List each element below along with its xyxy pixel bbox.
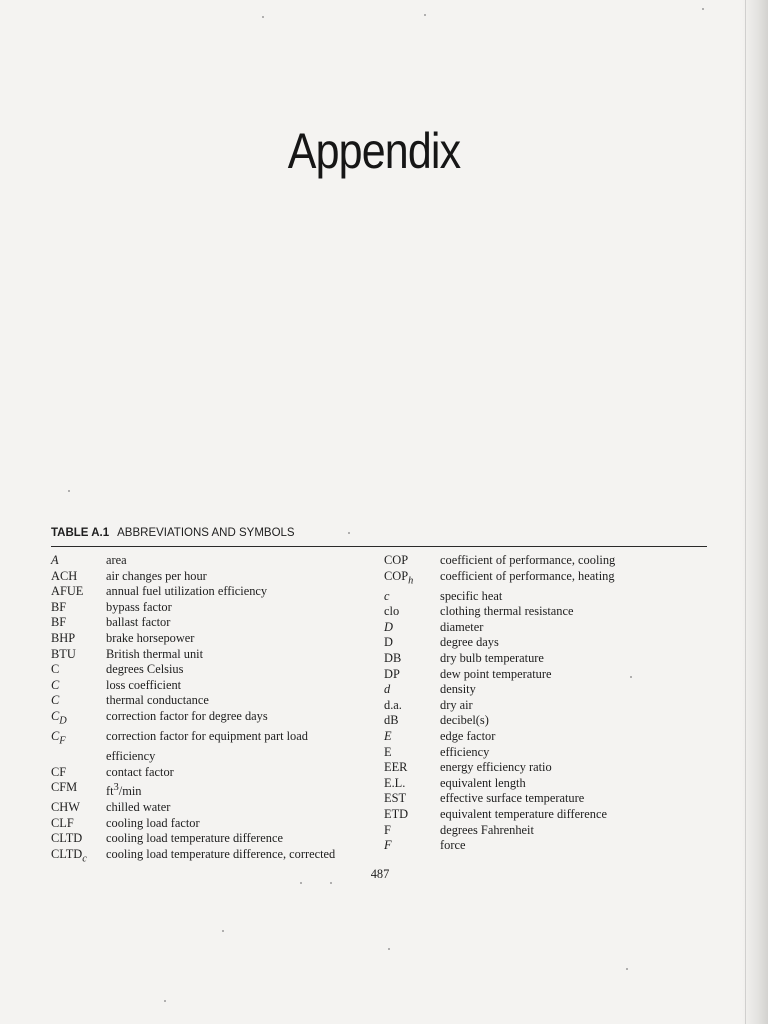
row-symbol (51, 729, 106, 749)
row-definition: chilled water (106, 799, 171, 814)
definition-unit-rest: /min (118, 784, 142, 799)
table-row (51, 600, 381, 616)
scan-speck (300, 882, 302, 884)
row-symbol: CHW (51, 799, 80, 814)
row-symbol: BHP (51, 630, 76, 645)
table-row (384, 760, 706, 776)
row-definition: thermal conductance (106, 693, 209, 708)
table-row (51, 709, 381, 729)
table-row (384, 698, 706, 714)
row-definition: annual fuel utilization efficiency (106, 584, 268, 599)
symbol-base: C (51, 708, 60, 723)
table-caption-title: ABBREVIATIONS AND SYMBOLS (117, 527, 295, 539)
row-symbol: EST (384, 791, 407, 806)
row-definition: ballast factor (106, 615, 171, 630)
row-symbol (51, 709, 106, 729)
row-definition: degrees Fahrenheit (440, 822, 534, 837)
row-definition: energy efficiency ratio (440, 760, 552, 775)
row-definition: correction factor for equipment part load (106, 729, 308, 743)
table-row (51, 662, 381, 678)
row-symbol: CLTD (51, 831, 83, 846)
table-row (384, 604, 706, 620)
symbol-base: CLTD (51, 846, 83, 861)
row-definition: loss coefficient (106, 677, 182, 692)
table-row (51, 780, 381, 800)
table-caption-number: TABLE A.1 (51, 527, 110, 539)
row-symbol: E.L. (384, 775, 406, 790)
row-symbol: ACH (51, 568, 78, 583)
table-row (51, 693, 381, 709)
scan-speck (702, 8, 704, 10)
scan-speck (262, 16, 264, 18)
row-symbol: BF (51, 599, 67, 614)
table-row (384, 729, 706, 745)
row-symbol: clo (384, 604, 400, 619)
table-row (384, 745, 706, 761)
row-symbol: F (384, 838, 392, 853)
table-row (384, 635, 706, 651)
row-definition: equivalent temperature difference (440, 806, 607, 821)
row-definition: degree days (440, 635, 499, 650)
row-symbol: CF (51, 764, 67, 779)
row-definition: density (440, 682, 476, 697)
table-caption (51, 527, 295, 539)
row-definition: diameter (440, 619, 484, 634)
row-definition: coefficient of performance, cooling (440, 553, 616, 567)
scan-speck (68, 490, 70, 492)
table-row (384, 838, 706, 854)
symbol-subscript: h (408, 575, 414, 587)
row-symbol: d (384, 682, 391, 697)
row-definition: effective surface temperature (440, 791, 585, 806)
symbol-base: C (51, 729, 60, 743)
scan-speck (388, 948, 390, 950)
row-definition: dew point temperature (440, 666, 552, 681)
table-row (51, 800, 381, 816)
row-definition: area (106, 553, 127, 567)
row-definition: bypass factor (106, 599, 172, 614)
row-symbol: dB (384, 713, 399, 728)
row-definition: force (440, 838, 466, 853)
row-definition (106, 780, 381, 800)
definition-superscript: 3 (113, 782, 119, 794)
row-symbol: ETD (384, 806, 409, 821)
table-row (384, 620, 706, 636)
row-symbol (51, 847, 106, 867)
table-row (384, 713, 706, 729)
row-symbol (384, 569, 440, 589)
table-row (384, 682, 706, 698)
table-row (384, 776, 706, 792)
row-definition: brake horsepower (106, 630, 195, 645)
row-definition: dry air (440, 697, 473, 712)
table-row (384, 823, 706, 839)
row-symbol: DP (384, 666, 400, 681)
row-symbol: D (384, 635, 393, 650)
symbol-base: COP (384, 568, 409, 583)
row-definition: degrees Celsius (106, 662, 184, 677)
table-row (51, 553, 381, 569)
row-definition: efficiency (440, 744, 490, 759)
table-row (51, 729, 381, 749)
table-row (384, 569, 706, 589)
row-definition: decibel(s) (440, 713, 489, 728)
row-symbol: C (51, 677, 60, 692)
table-row (51, 816, 381, 832)
page-number: 487 (370, 867, 390, 881)
row-definition: efficiency (106, 749, 156, 764)
row-definition: clothing thermal resistance (440, 604, 574, 619)
table-row (51, 847, 381, 867)
table-row (51, 631, 381, 647)
table-row (384, 667, 706, 683)
table-row (384, 791, 706, 807)
row-definition: air changes per hour (106, 568, 207, 583)
table-top-rule (51, 546, 707, 547)
table-row (51, 765, 381, 781)
row-symbol: d.a. (384, 697, 402, 712)
table-row (51, 584, 381, 600)
row-definition: correction factor for degree days (106, 708, 268, 723)
table-row (51, 831, 381, 847)
table-row (51, 647, 381, 663)
scan-speck (222, 930, 224, 932)
table-row (384, 807, 706, 823)
table-row (384, 651, 706, 667)
row-symbol: CLF (51, 815, 74, 830)
row-symbol: COP (384, 553, 409, 567)
scan-speck (630, 676, 632, 678)
row-definition: contact factor (106, 764, 174, 779)
scan-speck (348, 532, 350, 534)
row-definition: edge factor (440, 729, 496, 743)
row-definition: specific heat (440, 588, 503, 603)
scan-speck (626, 968, 628, 970)
row-symbol: C (51, 662, 60, 677)
row-symbol: AFUE (51, 584, 84, 599)
symbol-subscript: D (59, 715, 67, 727)
scan-speck (330, 882, 332, 884)
chapter-title: Appendix (287, 123, 461, 179)
row-definition: dry bulb temperature (440, 651, 544, 666)
row-symbol: BF (51, 615, 67, 630)
symbol-subscript: c (82, 853, 87, 865)
row-symbol: A (51, 553, 59, 567)
row-symbol: E (384, 729, 392, 743)
row-definition: equivalent length (440, 775, 526, 790)
scan-speck (424, 14, 426, 16)
row-symbol: EER (384, 760, 408, 775)
row-symbol: C (51, 693, 60, 708)
row-definition: cooling load temperature difference, corrected (106, 846, 336, 861)
abbreviations-left-column (51, 553, 381, 867)
table-row (51, 678, 381, 694)
row-symbol: DB (384, 651, 402, 666)
row-symbol (51, 749, 106, 765)
table-row (51, 749, 381, 765)
row-symbol: E (384, 744, 392, 759)
row-symbol: CFM (51, 780, 78, 795)
scan-speck (164, 1000, 166, 1002)
row-symbol: c (384, 588, 390, 603)
table-row (51, 569, 381, 585)
row-definition: British thermal unit (106, 646, 204, 661)
definition-unit: ft (106, 784, 114, 799)
table-row (51, 615, 381, 631)
abbreviations-right-column (384, 553, 706, 854)
table-row (384, 589, 706, 605)
row-symbol: F (384, 822, 391, 837)
row-definition: coefficient of performance, heating (440, 568, 615, 583)
table-row (384, 553, 706, 569)
row-symbol: BTU (51, 646, 76, 661)
row-definition: cooling load factor (106, 815, 200, 830)
symbol-subscript: F (59, 735, 66, 747)
row-definition: cooling load temperature difference (106, 831, 283, 846)
row-symbol: D (384, 619, 393, 634)
